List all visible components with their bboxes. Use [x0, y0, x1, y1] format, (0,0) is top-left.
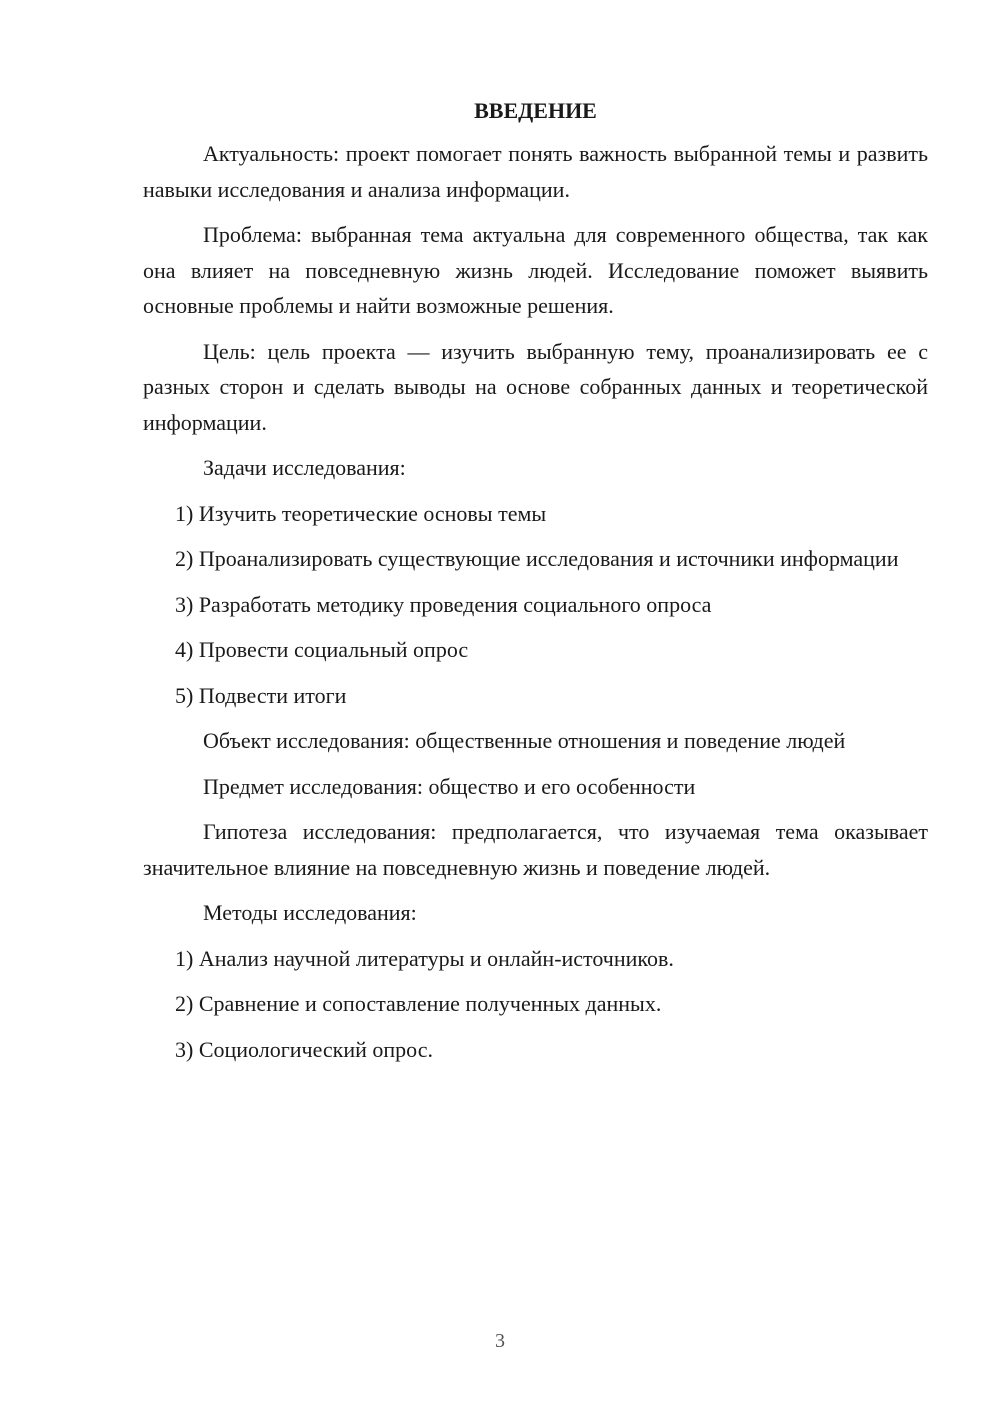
relevance-paragraph: Актуальность: проект помогает понять важность выбранной темы и развить навыки исследования и анализа информации.: [143, 141, 928, 202]
method-item: 1) Анализ научной литературы и онлайн-источников.: [175, 945, 674, 971]
method-item: 2) Сравнение и сопоставление полученных данных.: [175, 991, 662, 1016]
task-item: 5) Подвести итоги: [175, 682, 347, 708]
section-heading: ВВЕДЕНИЕ: [474, 98, 597, 123]
subject-paragraph: Предмет исследования: общество и его особенности: [203, 773, 696, 799]
hypothesis-paragraph: Гипотеза исследования: предполагается, что изучаемая тема оказывает значительное влияние на повседневную жизнь и поведение людей.: [143, 819, 928, 880]
document-page: [143, 96, 928, 1077]
methods-title: Методы исследования:: [203, 900, 417, 925]
task-item: 4) Провести социальный опрос: [175, 637, 469, 662]
task-item: 3) Разработать методику проведения социального опроса: [175, 591, 712, 617]
goal-paragraph: Цель: цель проекта — изучить выбранную тему, проанализировать ее с разных сторон и сделать выводы на основе собранных данных и теоретической информации.: [143, 338, 928, 435]
page-number: 3: [495, 1330, 505, 1352]
task-item: 1) Изучить теоретические основы темы: [175, 500, 547, 526]
problem-paragraph: Проблема: выбранная тема актуальна для современного общества, так как она влияет на повседневную жизнь людей. Исследование поможет выявить основные проблемы и найти возможные решения.: [143, 222, 928, 318]
object-paragraph: Объект исследования: общественные отношения и поведение людей: [203, 728, 846, 753]
method-item: 3) Социологический опрос.: [175, 1036, 433, 1062]
task-item: 2) Проанализировать существующие исследования и источники информации: [175, 546, 899, 571]
tasks-title: Задачи исследования:: [203, 455, 406, 480]
